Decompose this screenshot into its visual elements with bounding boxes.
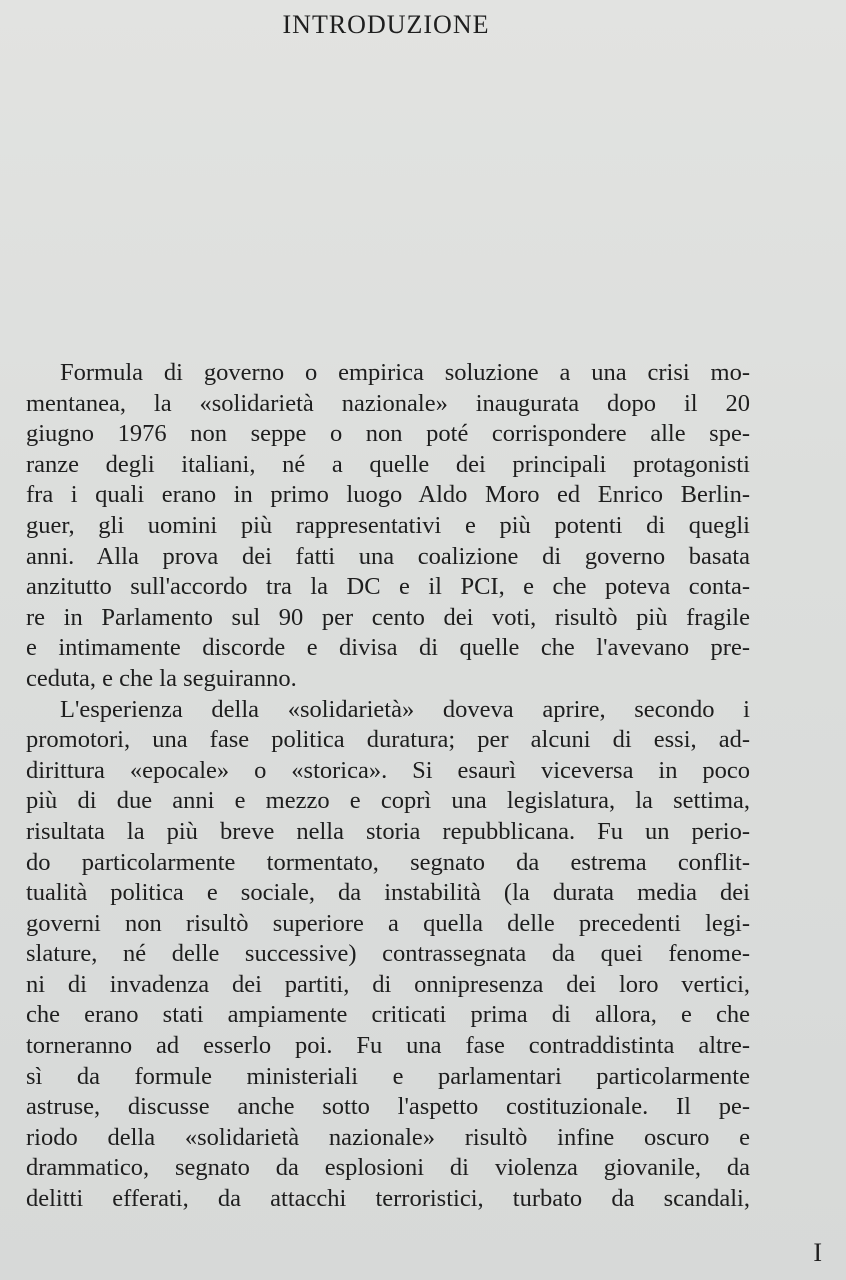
text-line: giugno 1976 non seppe o non poté corrispondere alle spe- — [26, 420, 750, 448]
text-line: L'esperienza della «solidarietà» doveva aprire, secondo i — [60, 695, 750, 723]
text-line: astruse, discusse anche sotto l'aspetto costituzionale. Il pe- — [26, 1093, 750, 1121]
chapter-title: INTRODUZIONE — [282, 10, 490, 39]
text-line: governi non risultò superiore a quella delle precedenti legi- — [26, 909, 750, 937]
page-number: I — [813, 1238, 822, 1267]
text-line: ni di invadenza dei partiti, di onnipresenza dei loro vertici, — [26, 970, 750, 998]
text-line: dirittura «epocale» o «storica». Si esaurì viceversa in poco — [26, 756, 750, 784]
text-line: anzitutto sull'accordo tra la DC e il PCI, e che poteva conta- — [26, 573, 750, 601]
text-line: e intimamente discorde e divisa di quelle che l'avevano pre- — [26, 634, 750, 662]
text-line: più di due anni e mezzo e coprì una legislatura, la settima, — [26, 787, 750, 815]
text-line: fra i quali erano in primo luogo Aldo Moro ed Enrico Berlin- — [26, 481, 750, 509]
text-line: drammatico, segnato da esplosioni di violenza giovanile, da — [26, 1154, 750, 1182]
text-line: slature, né delle successive) contrassegnata da quei fenome- — [26, 940, 750, 968]
text-line: mentanea, la «solidarietà nazionale» inaugurata dopo il 20 — [26, 389, 750, 417]
text-line: Formula di governo o empirica soluzione a una crisi mo- — [60, 359, 750, 386]
text-line: tualità politica e sociale, da instabilità (la durata media dei — [26, 879, 750, 907]
text-line: do particolarmente tormentato, segnato da estrema conflit- — [26, 848, 750, 876]
text-line: sì da formule ministeriali e parlamentari particolarmente — [26, 1062, 750, 1090]
body-text — [26, 358, 750, 1215]
text-line: promotori, una fase politica duratura; per alcuni di essi, ad- — [26, 726, 750, 754]
text-line: guer, gli uomini più rappresentativi e più potenti di quegli — [26, 511, 750, 539]
text-line: ranze degli italiani, né a quelle dei principali protagonisti — [26, 450, 750, 478]
text-line: re in Parlamento sul 90 per cento dei voti, risultò più fragile — [26, 603, 750, 631]
text-line: ceduta, e che la seguiranno. — [26, 664, 297, 692]
text-line: risultata la più breve nella storia repubblicana. Fu un perio- — [26, 817, 750, 845]
text-line: anni. Alla prova dei fatti una coalizione di governo basata — [26, 542, 750, 570]
text-line: delitti efferati, da attacchi terroristici, turbato da scandali, — [26, 1185, 750, 1213]
text-line: torneranno ad esserlo poi. Fu una fase contraddistinta altre- — [26, 1032, 750, 1060]
text-line: riodo della «solidarietà nazionale» risultò infine oscuro e — [26, 1123, 750, 1151]
text-line: che erano stati ampiamente criticati prima di allora, e che — [26, 1001, 750, 1029]
